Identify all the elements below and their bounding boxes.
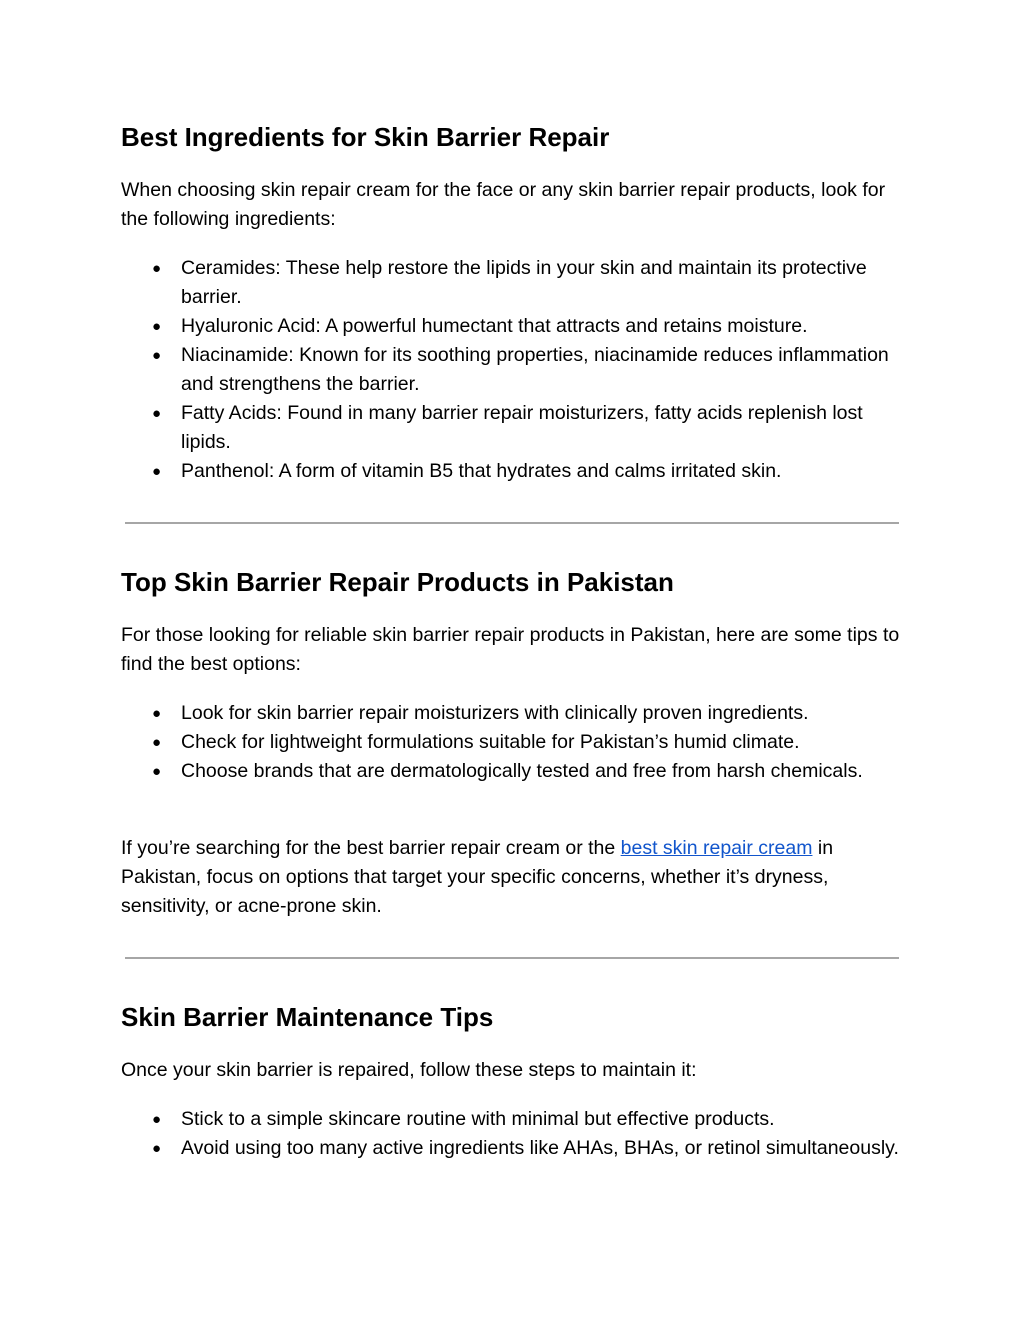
section2-list	[121, 699, 911, 786]
section1-heading: Best Ingredients for Skin Barrier Repair	[121, 122, 610, 152]
section-divider	[125, 522, 899, 524]
section3-list	[121, 1105, 911, 1163]
list-item: ● Panthenol: A form of vitamin B5 that hydrates and calms irritated skin.	[121, 457, 911, 486]
best-skin-repair-cream-link[interactable]: best skin repair cream	[620, 837, 813, 859]
list-item: ● Niacinamide: Known for its soothing properties, niacinamide reduces inflammation and strengthens the barrier.	[121, 341, 911, 399]
list-item: ● Fatty Acids: Found in many barrier repair moisturizers, fatty acids replenish lost lipids.	[121, 399, 911, 457]
section3-heading: Skin Barrier Maintenance Tips	[121, 1002, 494, 1032]
section2-closing	[121, 834, 911, 921]
list-item: ● Check for lightweight formulations suitable for Pakistan’s humid climate.	[121, 728, 911, 757]
closing-text-before: If you’re searching for the best barrier repair cream or the	[121, 837, 621, 859]
list-item: ● Stick to a simple skincare routine with minimal but effective products.	[121, 1105, 911, 1134]
list-item: ● Ceramides: These help restore the lipids in your skin and maintain its protective barrier.	[121, 254, 911, 312]
section2-intro: For those looking for reliable skin barrier repair products in Pakistan, here are some tips to find the best options:	[121, 624, 900, 675]
section-divider	[125, 957, 899, 959]
section3-intro: Once your skin barrier is repaired, follow these steps to maintain it:	[121, 1059, 697, 1081]
list-item: ● Hyaluronic Acid: A powerful humectant that attracts and retains moisture.	[121, 312, 911, 341]
section2-heading: Top Skin Barrier Repair Products in Pakistan	[121, 567, 674, 597]
list-item: ● Avoid using too many active ingredients like AHAs, BHAs, or retinol simultaneously.	[121, 1134, 911, 1163]
section1-list	[121, 254, 911, 486]
section1-intro: When choosing skin repair cream for the face or any skin barrier repair products, look for the following ingredients:	[121, 179, 886, 230]
list-item: ● Look for skin barrier repair moisturizers with clinically proven ingredients.	[121, 699, 911, 728]
list-item: ● Choose brands that are dermatologically tested and free from harsh chemicals.	[121, 757, 911, 786]
closing-text-after: in Pakistan, focus on options that target your specific concerns, whether it’s dryness, sensitivity, or acne-prone skin.	[121, 837, 834, 917]
